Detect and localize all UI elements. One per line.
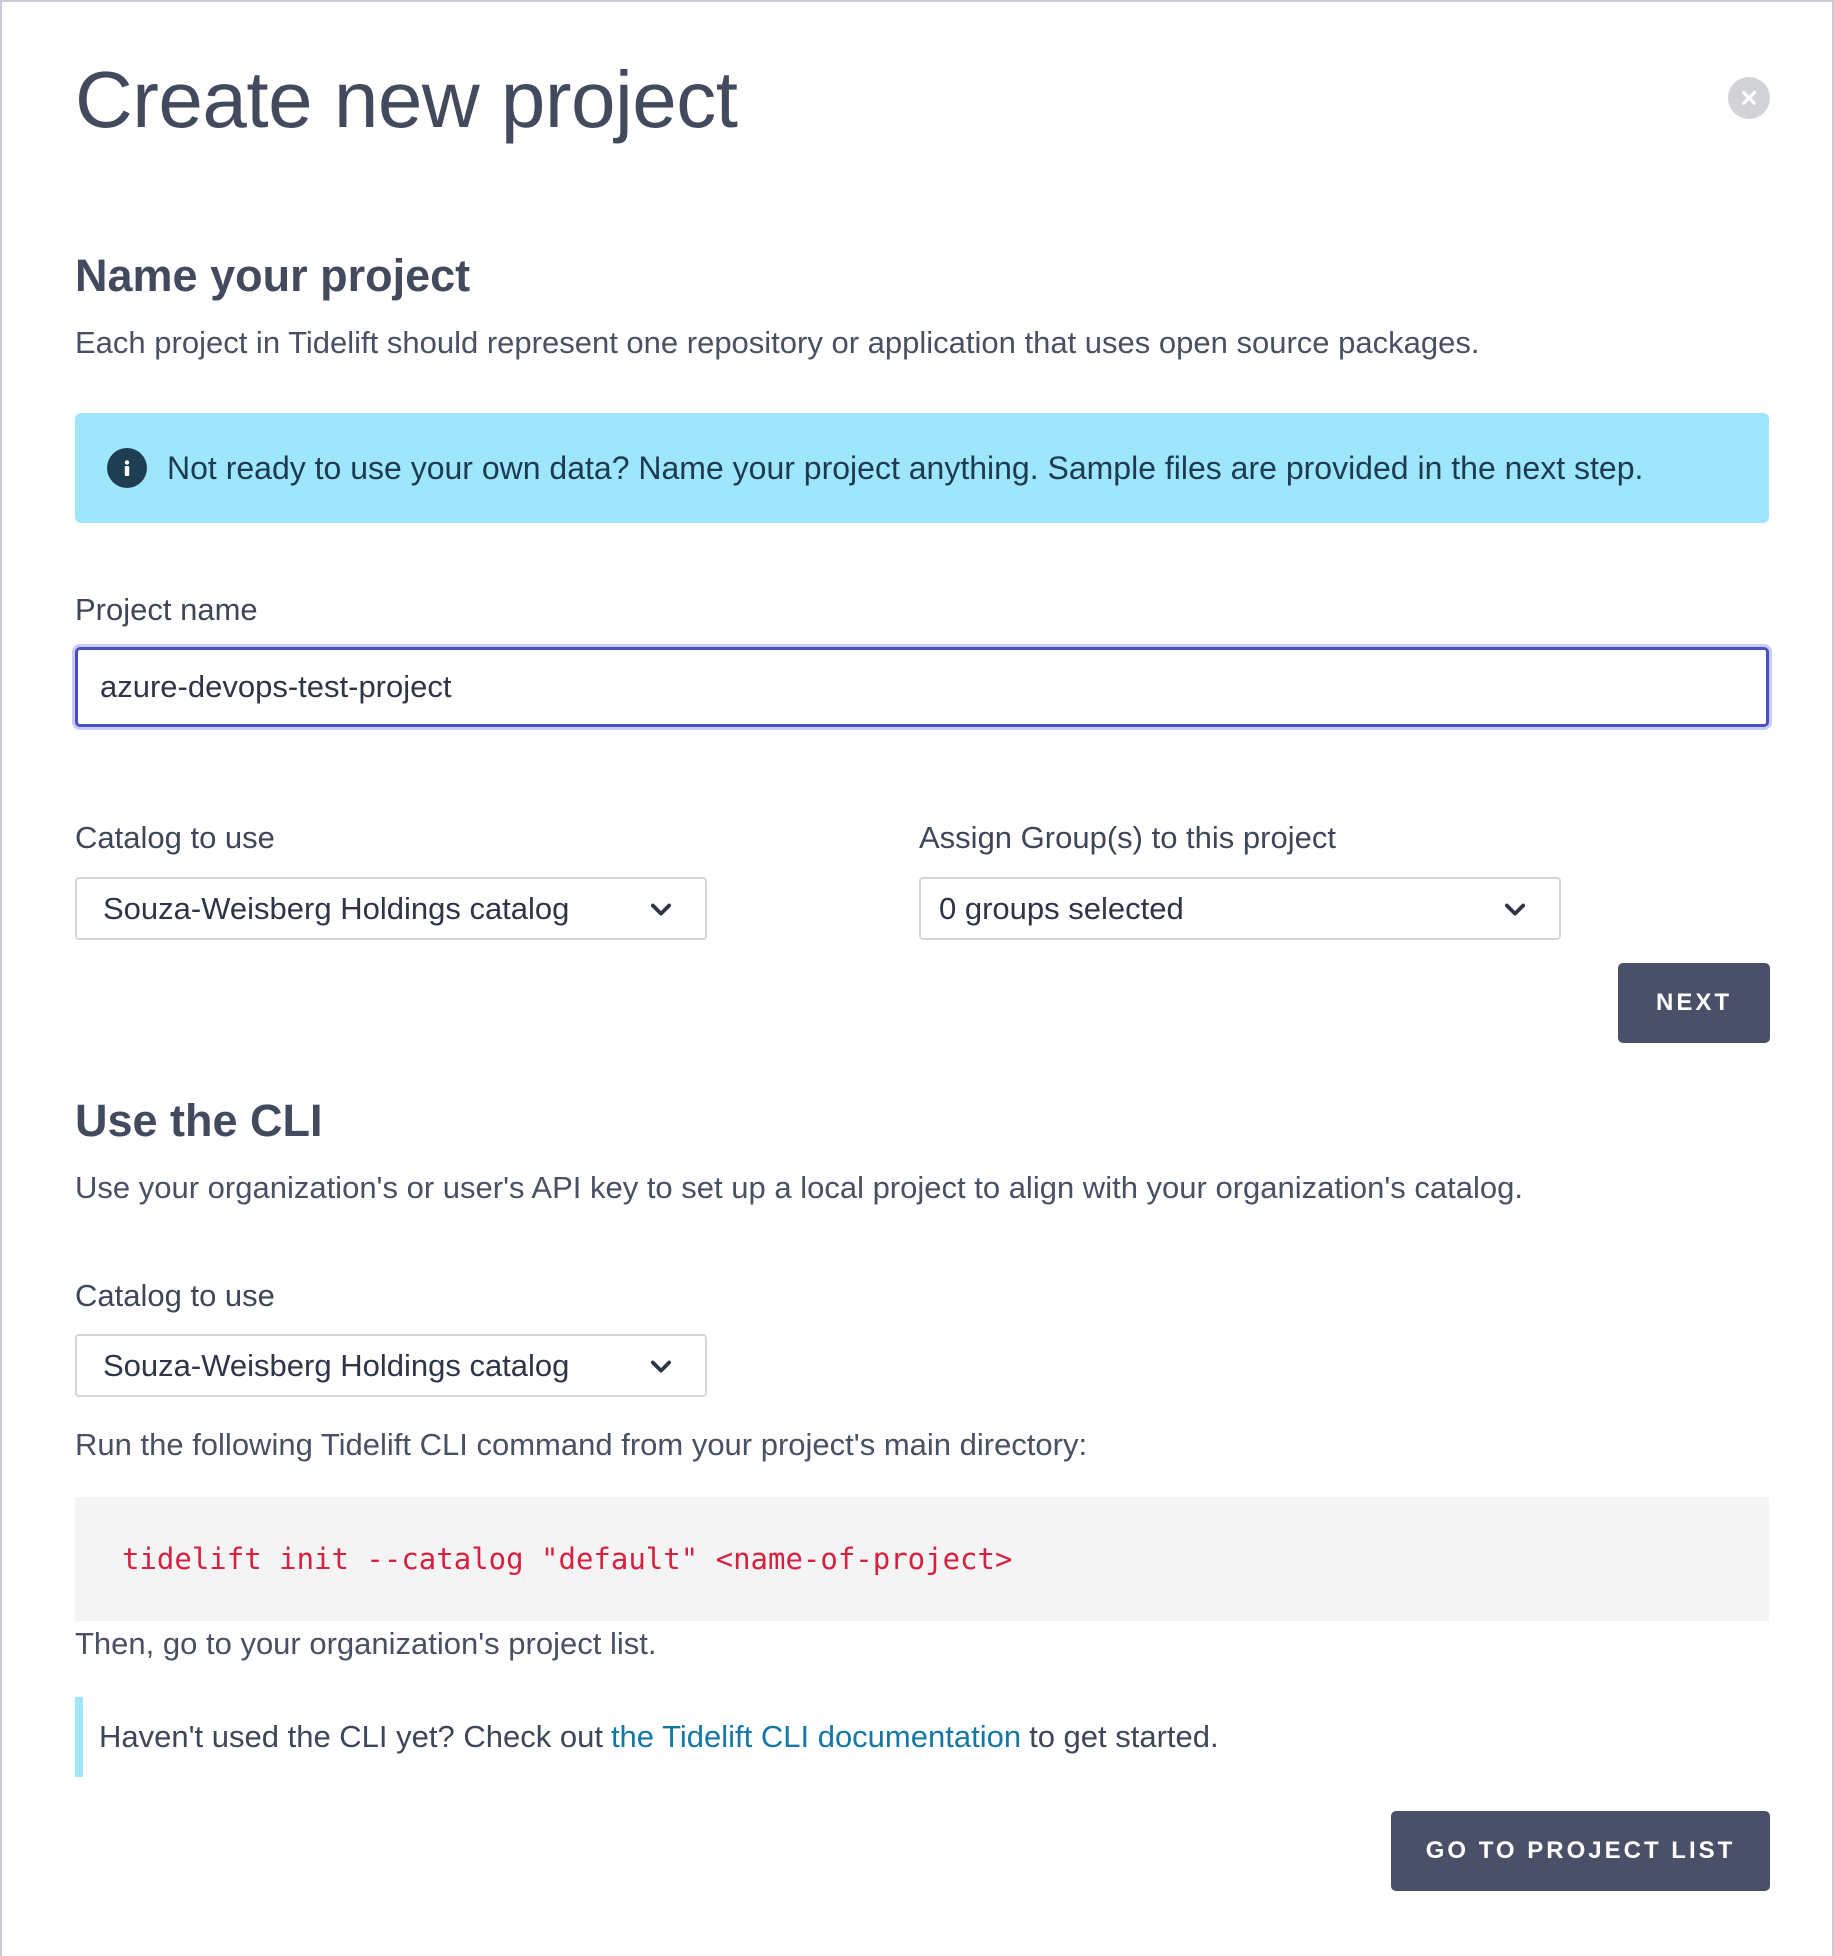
chevron-down-icon: [1501, 895, 1529, 923]
chevron-down-icon: [647, 1352, 675, 1380]
name-section-title: Name your project: [75, 250, 471, 301]
callout-suffix: to get started.: [1029, 1719, 1219, 1754]
cli-command: tidelift init --catalog "default" <name-of-project>: [122, 1542, 1013, 1576]
groups-select-value: 0 groups selected: [939, 890, 1184, 926]
info-icon: [107, 448, 147, 488]
cli-section-description: Use your organization's or user's API key to set up a local project to align with your organization's catalog.: [75, 1170, 1523, 1205]
close-button[interactable]: [1728, 77, 1770, 119]
catalog-select-value: Souza-Weisberg Holdings catalog: [103, 890, 570, 926]
then-text: Then, go to your organization's project list.: [75, 1626, 657, 1661]
groups-label: Assign Group(s) to this project: [919, 820, 1336, 855]
cli-catalog-select[interactable]: [75, 1334, 707, 1397]
name-section-description: Each project in Tidelift should represent one repository or application that uses open source packages.: [75, 325, 1480, 360]
close-icon: [1740, 89, 1758, 107]
cli-documentation-link[interactable]: the Tidelift CLI documentation: [610, 1719, 1022, 1754]
callout-prefix: Haven't used the CLI yet? Check out: [99, 1719, 603, 1754]
groups-select[interactable]: [919, 877, 1561, 940]
cli-catalog-select-value: Souza-Weisberg Holdings catalog: [103, 1347, 570, 1383]
info-banner: [75, 413, 1769, 523]
modal-title: Create new project: [75, 55, 738, 144]
catalog-select[interactable]: [75, 877, 707, 940]
run-instructions: Run the following Tidelift CLI command from your project's main directory:: [75, 1427, 1088, 1462]
catalog-label: Catalog to use: [75, 820, 275, 855]
cli-command-block: [75, 1497, 1769, 1621]
go-to-project-list-button[interactable]: GO TO PROJECT LIST: [1391, 1811, 1770, 1891]
cli-callout: [75, 1697, 1769, 1777]
info-banner-text: Not ready to use your own data? Name your project anything. Sample files are provided in the next step.: [167, 449, 1644, 486]
next-button[interactable]: NEXT: [1618, 963, 1770, 1043]
chevron-down-icon: [647, 895, 675, 923]
cli-section-title: Use the CLI: [75, 1095, 323, 1146]
project-name-label: Project name: [75, 592, 258, 627]
project-name-input[interactable]: [75, 647, 1769, 727]
cli-catalog-label: Catalog to use: [75, 1278, 275, 1313]
